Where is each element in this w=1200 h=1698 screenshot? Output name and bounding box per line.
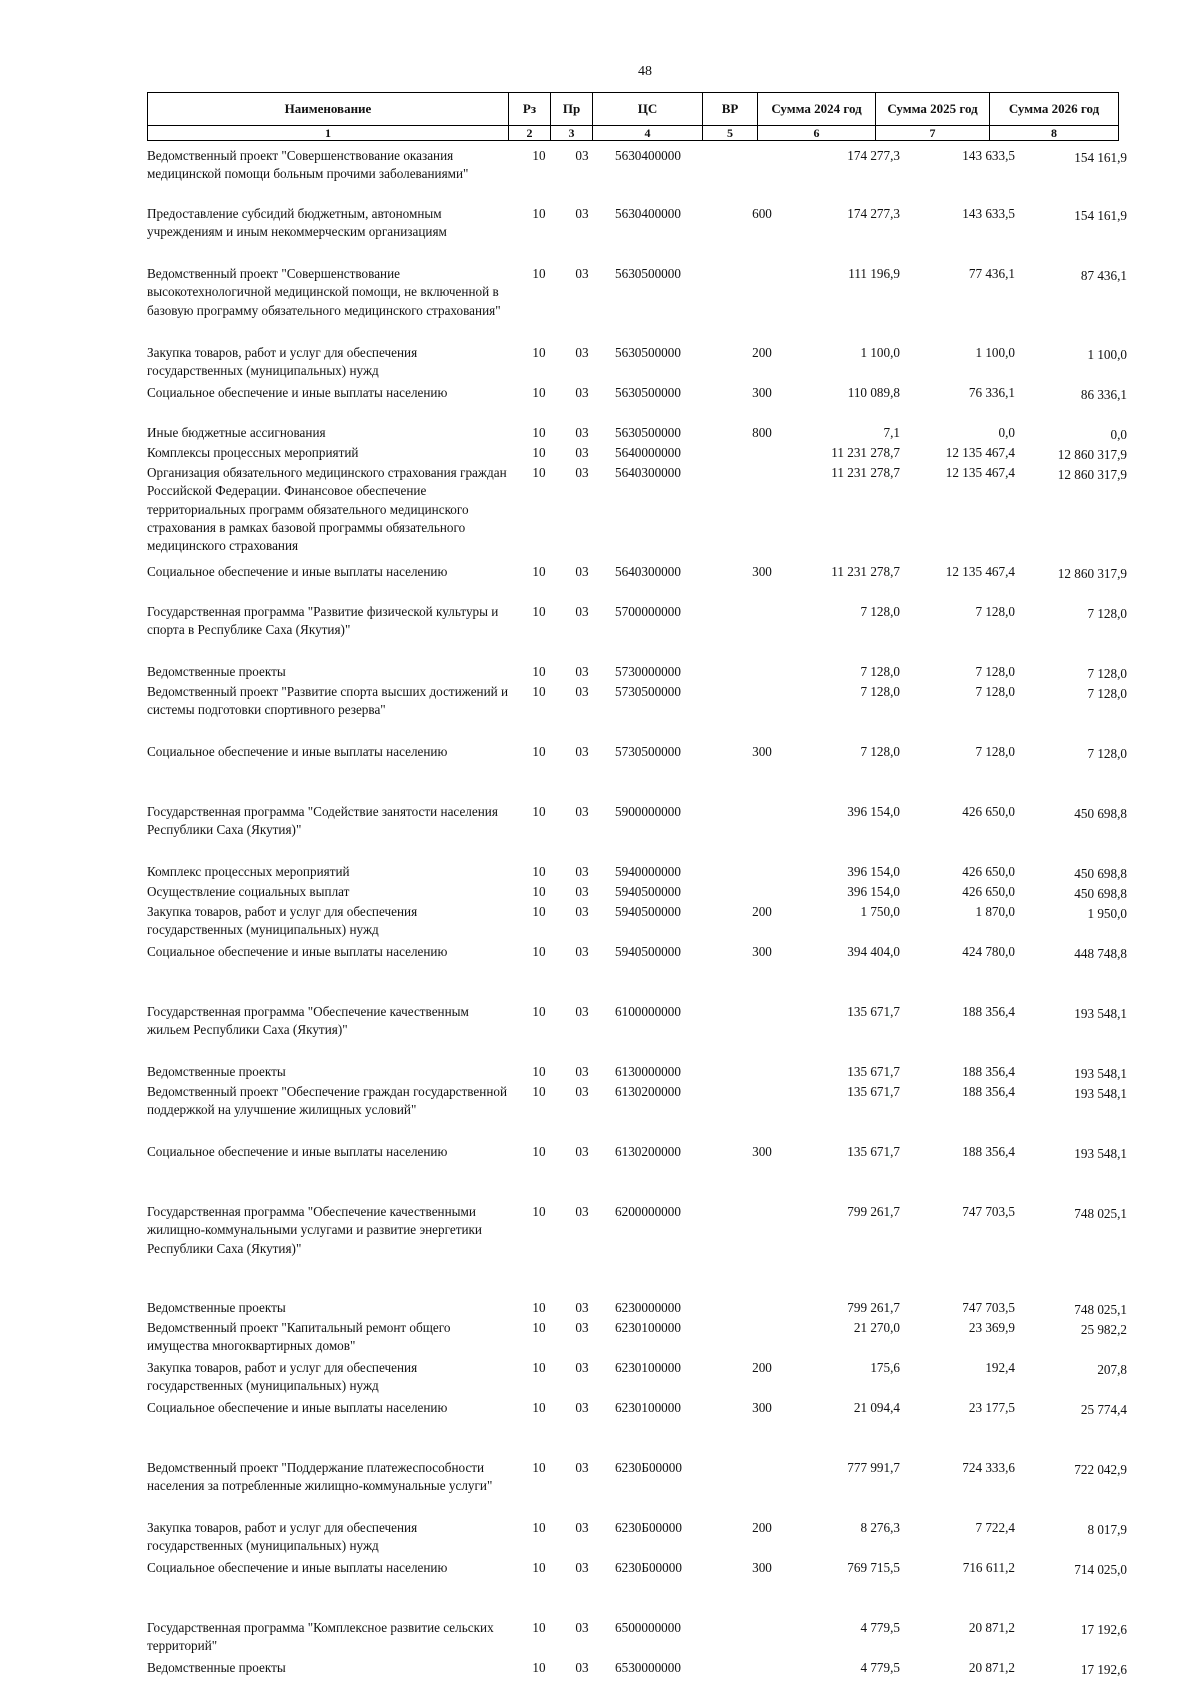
row-cs: 5730000000	[615, 664, 681, 679]
row-rz: 10	[532, 1144, 546, 1159]
row-sum-2024: 135 671,7	[847, 1144, 900, 1159]
row-rz: 10	[532, 1204, 546, 1219]
header-sum-2026: Сумма 2026 год	[990, 93, 1119, 126]
table-row	[147, 1519, 1127, 1559]
row-sum-2025: 747 703,5	[962, 1204, 1015, 1219]
row-rz: 10	[532, 684, 546, 699]
row-rz: 10	[532, 425, 546, 440]
row-sum-2025: 188 356,4	[962, 1064, 1015, 1079]
header-cs: ЦС	[593, 93, 703, 126]
row-name: Социальное обеспечение и иные выплаты населению	[147, 1400, 448, 1415]
table-row	[147, 1459, 1127, 1519]
row-rz: 10	[532, 1620, 546, 1635]
row-vr: 300	[752, 944, 772, 959]
header-vr: ВР	[703, 93, 758, 126]
row-pr: 03	[575, 465, 589, 480]
row-sum-2026: 17 192,6	[1080, 1622, 1127, 1637]
row-name: Государственная программа "Комплексное развитие сельских территорий"	[147, 1620, 494, 1654]
row-name: Государственная программа "Обеспечение качественным жильем Республики Саха (Якутия)"	[147, 1004, 469, 1038]
row-sum-2026: 7 128,0	[1087, 606, 1127, 621]
row-sum-2025: 747 703,5	[962, 1300, 1015, 1315]
page-number: 48	[638, 64, 652, 79]
row-name: Организация обязательного медицинского страхования граждан Российской Федерации. Финансовое обеспечение территориальных программ обязательного медицинского страхования в рамках базовой программы обязательного медицинского страхования	[147, 465, 507, 554]
row-cs: 6230000000	[615, 1300, 681, 1315]
row-name: Комплексы процессных мероприятий	[147, 445, 359, 460]
row-sum-2024: 396 154,0	[847, 864, 900, 879]
row-rz: 10	[532, 1004, 546, 1019]
header-rz: Рз	[509, 93, 551, 126]
row-name: Комплекс процессных мероприятий	[147, 864, 350, 879]
row-cs: 6230100000	[615, 1360, 681, 1375]
table-row	[147, 1399, 1127, 1459]
row-vr: 200	[752, 345, 772, 360]
row-sum-2026: 25 982,2	[1080, 1322, 1127, 1337]
row-sum-2024: 4 779,5	[860, 1620, 900, 1635]
row-pr: 03	[575, 884, 589, 899]
row-sum-2024: 174 277,3	[847, 148, 900, 163]
row-sum-2026: 450 698,8	[1074, 886, 1127, 901]
table-row	[147, 1619, 1127, 1659]
row-sum-2026: 450 698,8	[1074, 806, 1127, 821]
row-cs: 5730500000	[615, 684, 681, 699]
table-row	[147, 1559, 1127, 1619]
row-sum-2025: 7 128,0	[975, 744, 1015, 759]
row-sum-2026: 193 548,1	[1074, 1006, 1127, 1021]
row-pr: 03	[575, 864, 589, 879]
row-rz: 10	[532, 1064, 546, 1079]
row-vr: 300	[752, 564, 772, 579]
row-rz: 10	[532, 1400, 546, 1415]
row-pr: 03	[575, 425, 589, 440]
row-sum-2025: 7 128,0	[975, 684, 1015, 699]
header-num: 5	[703, 126, 758, 141]
row-rz: 10	[532, 206, 546, 221]
row-rz: 10	[532, 1460, 546, 1475]
row-name: Государственная программа "Развитие физической культуры и спорта в Республике Саха (Якутия)"	[147, 604, 499, 638]
row-sum-2024: 4 779,5	[860, 1660, 900, 1675]
row-rz: 10	[532, 804, 546, 819]
row-sum-2025: 23 369,9	[968, 1320, 1015, 1335]
row-cs: 6130200000	[615, 1084, 681, 1099]
row-cs: 6230Б00000	[615, 1560, 682, 1575]
row-sum-2024: 11 231 278,7	[831, 465, 900, 480]
row-rz: 10	[532, 1360, 546, 1375]
header-num: 4	[593, 126, 703, 141]
row-sum-2025: 0,0	[998, 425, 1015, 440]
table-row	[147, 147, 1127, 205]
row-sum-2026: 1 100,0	[1087, 347, 1127, 362]
row-pr: 03	[575, 664, 589, 679]
row-rz: 10	[532, 904, 546, 919]
row-sum-2026: 193 548,1	[1074, 1066, 1127, 1081]
row-name: Государственная программа "Обеспечение качественными жилищно-коммунальными услугами и развитие энергетики Республики Саха (Якутия)"	[147, 1204, 482, 1256]
row-cs: 6230Б00000	[615, 1460, 682, 1475]
table-row	[147, 803, 1127, 863]
row-sum-2024: 396 154,0	[847, 804, 900, 819]
row-sum-2026: 12 860 317,9	[1057, 566, 1127, 581]
row-vr: 300	[752, 1144, 772, 1159]
row-sum-2026: 7 128,0	[1087, 746, 1127, 761]
row-sum-2025: 20 871,2	[968, 1620, 1015, 1635]
row-sum-2026: 207,8	[1097, 1362, 1127, 1377]
row-pr: 03	[575, 684, 589, 699]
row-name: Ведомственный проект "Поддержание платежеспособности населения за потребленные жилищно-коммунальные услуги"	[147, 1460, 493, 1494]
row-cs: 5940000000	[615, 864, 681, 879]
header-pr: Пр	[551, 93, 593, 126]
row-name: Закупка товаров, работ и услуг для обеспечения государственных (муниципальных) нужд	[147, 904, 418, 938]
row-sum-2025: 7 128,0	[975, 664, 1015, 679]
row-sum-2026: 25 774,4	[1080, 1402, 1127, 1417]
row-sum-2025: 12 135 467,4	[945, 465, 1015, 480]
row-name: Ведомственный проект "Капитальный ремонт общего имущества многоквартирных домов"	[147, 1320, 451, 1354]
row-cs: 5640300000	[615, 465, 681, 480]
row-pr: 03	[575, 445, 589, 460]
row-sum-2024: 111 196,9	[848, 266, 900, 281]
row-sum-2026: 12 860 317,9	[1057, 467, 1127, 482]
row-sum-2025: 77 436,1	[968, 266, 1015, 281]
row-rz: 10	[532, 1520, 546, 1535]
row-sum-2026: 17 192,6	[1080, 1662, 1127, 1677]
row-pr: 03	[575, 148, 589, 163]
row-vr: 800	[752, 425, 772, 440]
row-name: Социальное обеспечение и иные выплаты населению	[147, 944, 448, 959]
row-name: Социальное обеспечение и иные выплаты населению	[147, 1560, 448, 1575]
row-rz: 10	[532, 465, 546, 480]
row-pr: 03	[575, 1400, 589, 1415]
row-pr: 03	[575, 345, 589, 360]
row-pr: 03	[575, 266, 589, 281]
table-row	[147, 1003, 1127, 1063]
row-sum-2025: 188 356,4	[962, 1144, 1015, 1159]
table-row	[147, 444, 1127, 464]
row-sum-2026: 87 436,1	[1080, 268, 1127, 283]
row-rz: 10	[532, 385, 546, 400]
row-cs: 6230Б00000	[615, 1520, 682, 1535]
table-row	[147, 424, 1127, 444]
row-rz: 10	[532, 564, 546, 579]
row-sum-2025: 716 611,2	[962, 1560, 1015, 1575]
row-cs: 5630500000	[615, 425, 681, 440]
row-sum-2025: 1 100,0	[975, 345, 1015, 360]
row-sum-2026: 1 950,0	[1087, 906, 1127, 921]
header-num: 6	[758, 126, 876, 141]
row-sum-2025: 724 333,6	[962, 1460, 1015, 1475]
header-sum-2025: Сумма 2025 год	[876, 93, 990, 126]
row-name: Социальное обеспечение и иные выплаты населению	[147, 385, 448, 400]
row-vr: 300	[752, 744, 772, 759]
row-name: Ведомственный проект "Обеспечение граждан государственной поддержкой на улучшение жилищных условий"	[147, 1084, 508, 1118]
row-pr: 03	[575, 385, 589, 400]
row-name: Социальное обеспечение и иные выплаты населению	[147, 744, 448, 759]
header-num: 7	[876, 126, 990, 141]
table-row	[147, 663, 1127, 683]
table-row	[147, 1359, 1127, 1399]
row-sum-2026: 0,0	[1110, 427, 1127, 442]
row-name: Иные бюджетные ассигнования	[147, 425, 326, 440]
row-cs: 5900000000	[615, 804, 681, 819]
row-sum-2025: 188 356,4	[962, 1084, 1015, 1099]
row-rz: 10	[532, 664, 546, 679]
row-sum-2024: 11 231 278,7	[831, 445, 900, 460]
row-sum-2024: 175,6	[870, 1360, 900, 1375]
row-sum-2024: 174 277,3	[847, 206, 900, 221]
row-sum-2026: 86 336,1	[1080, 387, 1127, 402]
row-sum-2024: 7 128,0	[860, 604, 900, 619]
row-sum-2024: 7 128,0	[860, 684, 900, 699]
table-row	[147, 1063, 1127, 1083]
row-sum-2025: 426 650,0	[962, 864, 1015, 879]
row-sum-2025: 7 128,0	[975, 604, 1015, 619]
header-num: 8	[990, 126, 1119, 141]
row-cs: 5940500000	[615, 944, 681, 959]
row-sum-2026: 7 128,0	[1087, 666, 1127, 681]
row-pr: 03	[575, 1560, 589, 1575]
table-row	[147, 1083, 1127, 1143]
row-sum-2025: 192,4	[985, 1360, 1015, 1375]
row-sum-2024: 769 715,5	[847, 1560, 900, 1575]
row-name: Ведомственный проект "Развитие спорта высших достижений и системы подготовки спортивного резерва"	[147, 684, 509, 718]
row-sum-2026: 12 860 317,9	[1057, 447, 1127, 462]
table-row	[147, 903, 1127, 943]
row-cs: 5630400000	[615, 148, 681, 163]
row-sum-2025: 426 650,0	[962, 884, 1015, 899]
row-cs: 5730500000	[615, 744, 681, 759]
table-row	[147, 205, 1127, 263]
row-sum-2025: 1 870,0	[975, 904, 1015, 919]
row-cs: 5630500000	[615, 345, 681, 360]
row-sum-2024: 799 261,7	[847, 1300, 900, 1315]
row-vr: 200	[752, 904, 772, 919]
table-row	[147, 384, 1127, 424]
row-pr: 03	[575, 1520, 589, 1535]
row-cs: 5700000000	[615, 604, 681, 619]
row-cs: 6100000000	[615, 1004, 681, 1019]
header-num: 2	[509, 126, 551, 141]
row-sum-2026: 748 025,1	[1074, 1302, 1127, 1317]
row-vr: 600	[752, 206, 772, 221]
row-sum-2026: 193 548,1	[1074, 1146, 1127, 1161]
row-cs: 6230100000	[615, 1400, 681, 1415]
row-cs: 5630500000	[615, 385, 681, 400]
row-name: Ведомственные проекты	[147, 1064, 286, 1079]
row-pr: 03	[575, 1660, 589, 1675]
row-sum-2024: 777 991,7	[847, 1460, 900, 1475]
row-sum-2026: 714 025,0	[1074, 1562, 1127, 1577]
row-name: Ведомственный проект "Совершенствование оказания медицинской помощи больным прочими заболеваниями"	[147, 148, 469, 182]
row-sum-2025: 424 780,0	[962, 944, 1015, 959]
table-row	[147, 603, 1127, 663]
row-rz: 10	[532, 884, 546, 899]
row-sum-2025: 20 871,2	[968, 1660, 1015, 1675]
header-name: Наименование	[148, 93, 509, 126]
row-sum-2024: 135 671,7	[847, 1084, 900, 1099]
row-pr: 03	[575, 564, 589, 579]
row-sum-2024: 7 128,0	[860, 744, 900, 759]
row-sum-2025: 143 633,5	[962, 148, 1015, 163]
row-cs: 6230100000	[615, 1320, 681, 1335]
table-row	[147, 563, 1127, 603]
row-rz: 10	[532, 148, 546, 163]
row-sum-2025: 12 135 467,4	[945, 445, 1015, 460]
row-cs: 6500000000	[615, 1620, 681, 1635]
table-row	[147, 1203, 1127, 1299]
row-name: Закупка товаров, работ и услуг для обеспечения государственных (муниципальных) нужд	[147, 1520, 418, 1554]
row-name: Ведомственные проекты	[147, 664, 286, 679]
row-sum-2024: 1 100,0	[860, 345, 900, 360]
row-sum-2025: 188 356,4	[962, 1004, 1015, 1019]
row-vr: 200	[752, 1360, 772, 1375]
row-pr: 03	[575, 744, 589, 759]
row-sum-2026: 154 161,9	[1074, 208, 1127, 223]
table-row	[147, 1143, 1127, 1203]
row-sum-2024: 7,1	[883, 425, 900, 440]
row-rz: 10	[532, 1660, 546, 1675]
row-vr: 200	[752, 1520, 772, 1535]
row-sum-2026: 8 017,9	[1087, 1522, 1127, 1537]
row-cs: 6200000000	[615, 1204, 681, 1219]
table-row	[147, 1659, 1127, 1689]
row-cs: 6130200000	[615, 1144, 681, 1159]
row-pr: 03	[575, 1084, 589, 1099]
row-vr: 300	[752, 1400, 772, 1415]
header-num: 1	[148, 126, 509, 141]
header-sum-2024: Сумма 2024 год	[758, 93, 876, 126]
row-pr: 03	[575, 1204, 589, 1219]
row-name: Осуществление социальных выплат	[147, 884, 350, 899]
row-rz: 10	[532, 1300, 546, 1315]
row-sum-2026: 154 161,9	[1074, 150, 1127, 165]
row-cs: 5640000000	[615, 445, 681, 460]
row-sum-2024: 21 094,4	[853, 1400, 900, 1415]
row-sum-2026: 7 128,0	[1087, 686, 1127, 701]
row-sum-2026: 722 042,9	[1074, 1462, 1127, 1477]
row-rz: 10	[532, 345, 546, 360]
row-sum-2026: 748 025,1	[1074, 1206, 1127, 1221]
row-rz: 10	[532, 1320, 546, 1335]
row-pr: 03	[575, 1004, 589, 1019]
row-sum-2025: 143 633,5	[962, 206, 1015, 221]
row-sum-2024: 799 261,7	[847, 1204, 900, 1219]
row-sum-2024: 135 671,7	[847, 1064, 900, 1079]
row-pr: 03	[575, 1064, 589, 1079]
row-name: Предоставление субсидий бюджетным, автономным учреждениям и иным некоммерческим организациям	[147, 206, 447, 240]
table-row	[147, 265, 1127, 345]
row-name: Закупка товаров, работ и услуг для обеспечения государственных (муниципальных) нужд	[147, 345, 418, 379]
row-pr: 03	[575, 604, 589, 619]
table-row	[147, 943, 1127, 1003]
row-sum-2024: 394 404,0	[847, 944, 900, 959]
row-rz: 10	[532, 604, 546, 619]
row-rz: 10	[532, 864, 546, 879]
table-header	[147, 92, 1118, 141]
row-cs: 6530000000	[615, 1660, 681, 1675]
row-rz: 10	[532, 445, 546, 460]
row-sum-2025: 7 722,4	[975, 1520, 1015, 1535]
table-row	[147, 683, 1127, 743]
row-cs: 5940500000	[615, 884, 681, 899]
table-row	[147, 743, 1127, 803]
row-pr: 03	[575, 1320, 589, 1335]
row-pr: 03	[575, 944, 589, 959]
row-vr: 300	[752, 385, 772, 400]
row-sum-2024: 11 231 278,7	[831, 564, 900, 579]
row-cs: 5640300000	[615, 564, 681, 579]
row-vr: 300	[752, 1560, 772, 1575]
row-name: Социальное обеспечение и иные выплаты населению	[147, 1144, 448, 1159]
row-rz: 10	[532, 1084, 546, 1099]
row-sum-2026: 193 548,1	[1074, 1086, 1127, 1101]
row-sum-2024: 1 750,0	[860, 904, 900, 919]
row-sum-2025: 426 650,0	[962, 804, 1015, 819]
row-name: Государственная программа "Содействие занятости населения Республики Саха (Якутия)"	[147, 804, 498, 838]
row-sum-2024: 110 089,8	[847, 385, 900, 400]
row-sum-2024: 21 270,0	[853, 1320, 900, 1335]
row-pr: 03	[575, 1620, 589, 1635]
row-pr: 03	[575, 804, 589, 819]
table-row	[147, 344, 1127, 384]
row-rz: 10	[532, 944, 546, 959]
row-name: Ведомственные проекты	[147, 1300, 286, 1315]
row-sum-2024: 7 128,0	[860, 664, 900, 679]
row-rz: 10	[532, 266, 546, 281]
table-row	[147, 464, 1127, 563]
row-sum-2025: 23 177,5	[968, 1400, 1015, 1415]
row-cs: 5630500000	[615, 266, 681, 281]
table-row	[147, 863, 1127, 883]
row-pr: 03	[575, 1360, 589, 1375]
row-sum-2026: 450 698,8	[1074, 866, 1127, 881]
row-cs: 5940500000	[615, 904, 681, 919]
row-sum-2024: 396 154,0	[847, 884, 900, 899]
row-sum-2025: 76 336,1	[968, 385, 1015, 400]
row-cs: 6130000000	[615, 1064, 681, 1079]
row-name: Закупка товаров, работ и услуг для обеспечения государственных (муниципальных) нужд	[147, 1360, 418, 1394]
row-name: Социальное обеспечение и иные выплаты населению	[147, 564, 448, 579]
row-pr: 03	[575, 904, 589, 919]
row-pr: 03	[575, 206, 589, 221]
header-num: 3	[551, 126, 593, 141]
row-pr: 03	[575, 1460, 589, 1475]
table-row	[147, 883, 1127, 903]
row-sum-2024: 8 276,3	[860, 1520, 900, 1535]
row-sum-2026: 448 748,8	[1074, 946, 1127, 961]
row-rz: 10	[532, 1560, 546, 1575]
row-name: Ведомственные проекты	[147, 1660, 286, 1675]
row-pr: 03	[575, 1144, 589, 1159]
table-row	[147, 1319, 1127, 1359]
row-sum-2024: 135 671,7	[847, 1004, 900, 1019]
row-rz: 10	[532, 744, 546, 759]
table-row	[147, 1299, 1127, 1319]
row-name: Ведомственный проект "Совершенствование высокотехнологичной медицинской помощи, не включенной в базовую программу обязательного медицинского страхования"	[147, 266, 501, 318]
row-pr: 03	[575, 1300, 589, 1315]
row-cs: 5630400000	[615, 206, 681, 221]
row-sum-2025: 12 135 467,4	[945, 564, 1015, 579]
